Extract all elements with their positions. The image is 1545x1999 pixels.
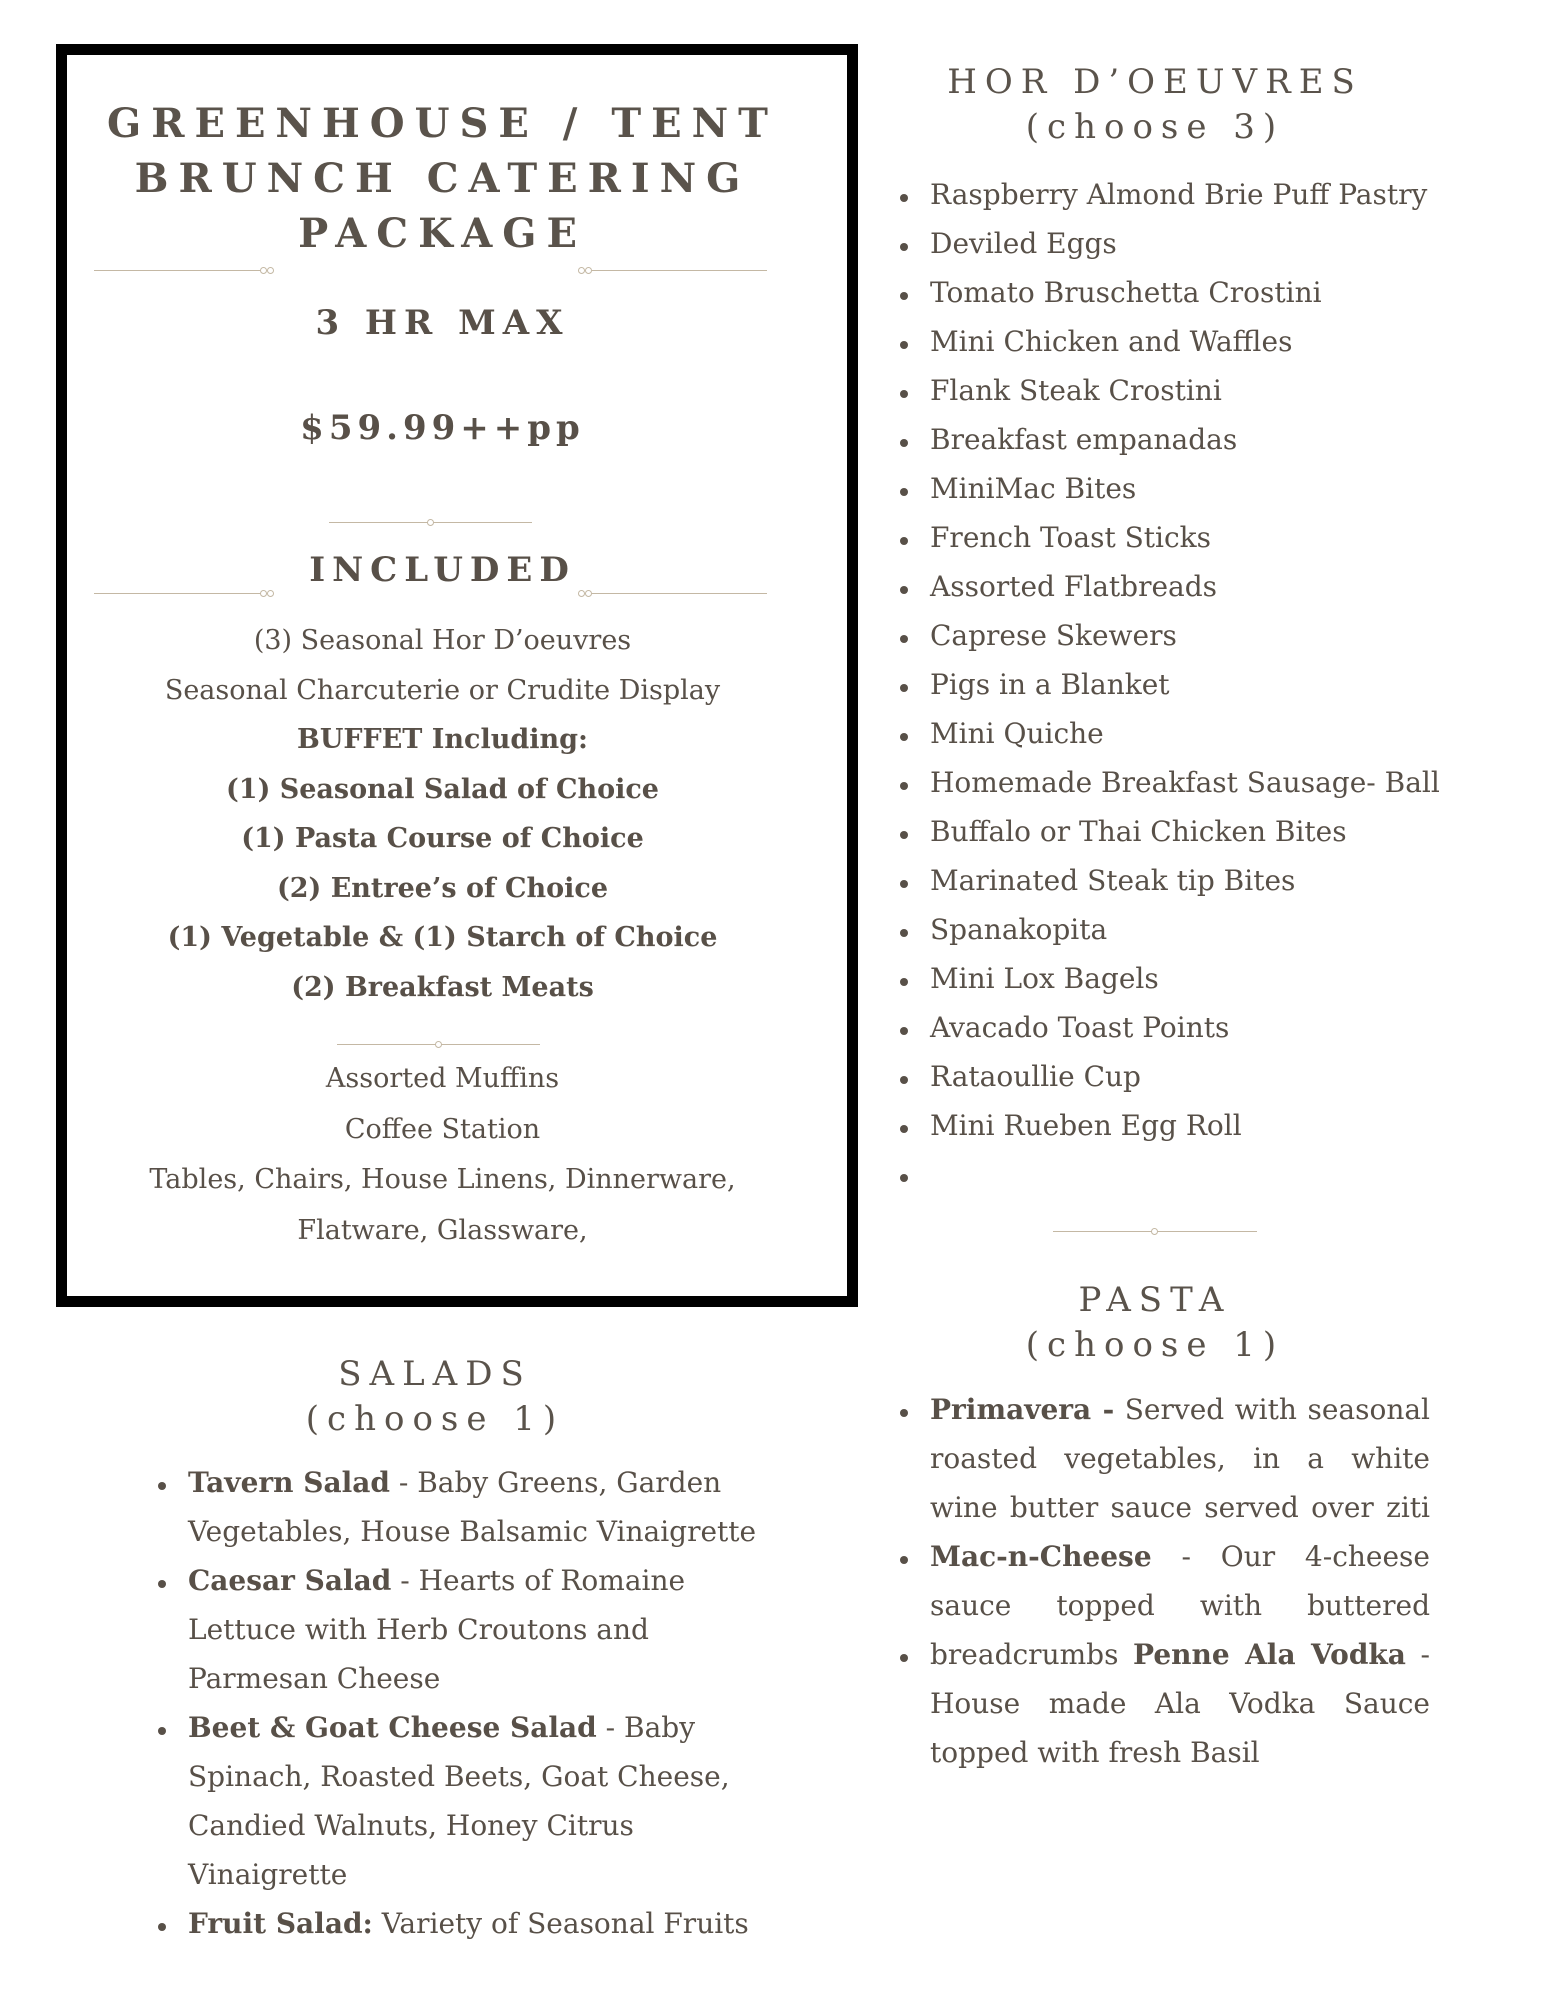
salad-desc: - Baby Greens, Garden Vegetables, House Balsamic Vinaigrette bbox=[188, 1466, 757, 1548]
list-item bbox=[930, 317, 1450, 366]
bullet-icon bbox=[158, 1580, 166, 1588]
item-text: Caprese Skewers bbox=[930, 619, 1177, 652]
item-text: MiniMac Bites bbox=[930, 472, 1137, 505]
list-item bbox=[930, 905, 1450, 954]
section-title: HOR D’OEUVRES bbox=[947, 62, 1363, 102]
bullet-icon bbox=[900, 341, 908, 349]
salad-desc: - Hearts of Romaine Lettuce with Herb Croutons and Parmesan Cheese bbox=[188, 1564, 686, 1695]
list-item bbox=[930, 1101, 1450, 1150]
item-text: Assorted Flatbreads bbox=[930, 570, 1218, 603]
hors-doeuvres-heading bbox=[930, 60, 1380, 150]
pasta-heading bbox=[930, 1278, 1380, 1368]
item-text: Mini Rueben Egg Roll bbox=[930, 1109, 1242, 1142]
list-item bbox=[930, 562, 1450, 611]
list-item bbox=[930, 268, 1450, 317]
pasta-desc: - Our 4-cheese sauce topped with buttered breadcrumbs bbox=[930, 1540, 1430, 1671]
title-line-3: PACKAGE bbox=[298, 210, 587, 257]
list-item bbox=[930, 1150, 1450, 1199]
item-text: Tomato Bruschetta Crostini bbox=[930, 276, 1322, 309]
bullet-icon bbox=[900, 978, 908, 986]
ornament-knot bbox=[578, 590, 585, 597]
list-item bbox=[930, 1052, 1450, 1101]
list-item bbox=[188, 1899, 788, 1948]
title-line-2: BRUNCH CATERING bbox=[134, 155, 751, 202]
salad-name: Tavern Salad bbox=[188, 1466, 390, 1499]
item-text: Mini Lox Bagels bbox=[930, 962, 1159, 995]
bullet-icon bbox=[900, 1076, 908, 1084]
item-text: Breakfast empanadas bbox=[930, 423, 1238, 456]
salad-name: Caesar Salad bbox=[188, 1564, 392, 1597]
bullet-icon bbox=[900, 586, 908, 594]
bullet-icon bbox=[900, 635, 908, 643]
pasta-name: Primavera - bbox=[930, 1393, 1115, 1426]
list-item bbox=[930, 415, 1450, 464]
package-title bbox=[70, 96, 815, 261]
salad-name: Fruit Salad: bbox=[188, 1907, 373, 1940]
salads-list bbox=[188, 1458, 788, 1948]
ornament-rule bbox=[94, 593, 262, 594]
bullet-icon bbox=[900, 488, 908, 496]
section-title: PASTA bbox=[1078, 1280, 1232, 1320]
extras-item: Assorted Muffins bbox=[325, 1063, 560, 1094]
title-line-1: GREENHOUSE / TENT bbox=[107, 100, 778, 147]
included-item: (3) Seasonal Hor D’oeuvres bbox=[253, 625, 632, 656]
included-list bbox=[80, 616, 805, 1012]
list-item bbox=[930, 366, 1450, 415]
item-text: Spanakopita bbox=[930, 913, 1108, 946]
item-text: Rataoullie Cup bbox=[930, 1060, 1141, 1093]
list-item bbox=[930, 709, 1450, 758]
bullet-icon bbox=[900, 439, 908, 447]
ornament-knot bbox=[585, 267, 592, 274]
bullet-icon bbox=[900, 831, 908, 839]
pasta-paragraph bbox=[930, 1385, 1430, 1777]
ornament-knot bbox=[267, 267, 274, 274]
item-text: Mini Quiche bbox=[930, 717, 1104, 750]
salads-heading bbox=[210, 1352, 660, 1442]
bullet-icon bbox=[900, 292, 908, 300]
item-text: Flank Steak Crostini bbox=[930, 374, 1222, 407]
bullet-icon bbox=[900, 1174, 908, 1182]
ornament-rule bbox=[592, 270, 767, 271]
bullet-icon bbox=[900, 1125, 908, 1133]
salad-desc: Variety of Seasonal Fruits bbox=[372, 1907, 749, 1940]
included-item: (2) Entree’s of Choice bbox=[276, 872, 609, 904]
pasta-name: Mac-n-Cheese bbox=[930, 1540, 1152, 1573]
ornament-knot bbox=[585, 590, 592, 597]
section-title: SALADS bbox=[338, 1354, 532, 1394]
item-text: Homemade Breakfast Sausage- Ball bbox=[930, 766, 1440, 799]
item-text: Mini Chicken and Waffles bbox=[930, 325, 1293, 358]
section-subtitle: (choose 1) bbox=[305, 1399, 565, 1439]
included-item: Seasonal Charcuterie or Crudite Display bbox=[164, 674, 721, 706]
pasta-name: Penne Ala Vodka bbox=[1133, 1638, 1406, 1671]
list-item bbox=[930, 611, 1450, 660]
divider-knot bbox=[1151, 1228, 1158, 1235]
item-text: French Toast Sticks bbox=[930, 521, 1212, 554]
bullet-icon bbox=[158, 1923, 166, 1931]
section-subtitle: (choose 1) bbox=[1025, 1325, 1285, 1365]
divider-knot bbox=[427, 519, 434, 526]
bullet-icon bbox=[158, 1727, 166, 1735]
item-text: Deviled Eggs bbox=[930, 227, 1117, 260]
salad-desc: - Baby Spinach, Roasted Beets, Goat Cheese, Candied Walnuts, Honey Citrus Vinaigrette bbox=[188, 1711, 730, 1891]
bullet-icon bbox=[900, 684, 908, 692]
bullet-icon bbox=[900, 880, 908, 888]
item-text: Pigs in a Blanket bbox=[930, 668, 1170, 701]
bullet-icon bbox=[900, 929, 908, 937]
ornament-knot bbox=[578, 267, 585, 274]
bullet-icon bbox=[900, 1654, 908, 1662]
ornament-knot bbox=[260, 267, 267, 274]
extras-item: Tables, Chairs, House Linens, Dinnerware, bbox=[149, 1164, 736, 1195]
ornament-knot bbox=[260, 590, 267, 597]
bullet-icon bbox=[900, 390, 908, 398]
bullet-icon bbox=[900, 1409, 908, 1417]
bullet-icon bbox=[900, 243, 908, 251]
list-item bbox=[930, 954, 1450, 1003]
ornament-rule bbox=[94, 270, 262, 271]
included-item: (2) Breakfast Meats bbox=[291, 971, 594, 1003]
list-item bbox=[930, 464, 1450, 513]
list-item bbox=[188, 1703, 788, 1899]
list-item bbox=[188, 1458, 788, 1556]
list-item bbox=[930, 1003, 1450, 1052]
bullet-icon bbox=[158, 1482, 166, 1490]
list-item bbox=[930, 856, 1450, 905]
extras-item: Flatware, Glassware, bbox=[297, 1214, 588, 1246]
pasta-desc: - House made Ala Vodka Sauce topped with fresh Basil bbox=[930, 1638, 1430, 1769]
item-text: Buffalo or Thai Chicken Bites bbox=[930, 815, 1347, 848]
list-item bbox=[930, 758, 1450, 807]
bullet-icon bbox=[900, 194, 908, 202]
bullet-icon bbox=[900, 537, 908, 545]
included-item: (1) Pasta Course of Choice bbox=[241, 823, 644, 854]
item-text: Marinated Steak tip Bites bbox=[930, 864, 1296, 897]
list-item bbox=[930, 219, 1450, 268]
salad-name: Beet & Goat Cheese Salad bbox=[188, 1711, 597, 1744]
ornament-rule bbox=[592, 593, 767, 594]
pasta-desc: Served with seasonal roasted vegetables, in a white wine butter sauce served over ziti bbox=[930, 1393, 1430, 1524]
ornament-knot bbox=[267, 590, 274, 597]
included-heading: INCLUDED bbox=[309, 550, 576, 590]
item-text: Avacado Toast Points bbox=[930, 1011, 1230, 1044]
bullet-icon bbox=[900, 782, 908, 790]
hors-doeuvres-list bbox=[930, 170, 1450, 1199]
duration-label: 3 HR MAX bbox=[315, 303, 570, 343]
included-item: (1) Vegetable & (1) Starch of Choice bbox=[167, 922, 718, 953]
extras-list bbox=[80, 1054, 805, 1256]
included-item: (1) Seasonal Salad of Choice bbox=[226, 773, 659, 805]
extras-item: Coffee Station bbox=[344, 1113, 541, 1145]
bullet-icon bbox=[900, 1027, 908, 1035]
divider-knot bbox=[435, 1041, 442, 1048]
bullet-icon bbox=[900, 1556, 908, 1564]
list-item bbox=[930, 513, 1450, 562]
bullet-icon bbox=[900, 733, 908, 741]
included-item: BUFFET Including: bbox=[297, 724, 588, 755]
list-item bbox=[930, 660, 1450, 709]
section-subtitle: (choose 3) bbox=[1025, 107, 1285, 147]
list-item bbox=[188, 1556, 788, 1703]
item-text: Raspberry Almond Brie Puff Pastry bbox=[930, 178, 1428, 211]
list-item bbox=[930, 170, 1450, 219]
pasta-list bbox=[930, 1385, 1430, 1777]
price-label: $59.99++pp bbox=[300, 408, 585, 448]
list-item bbox=[930, 807, 1450, 856]
